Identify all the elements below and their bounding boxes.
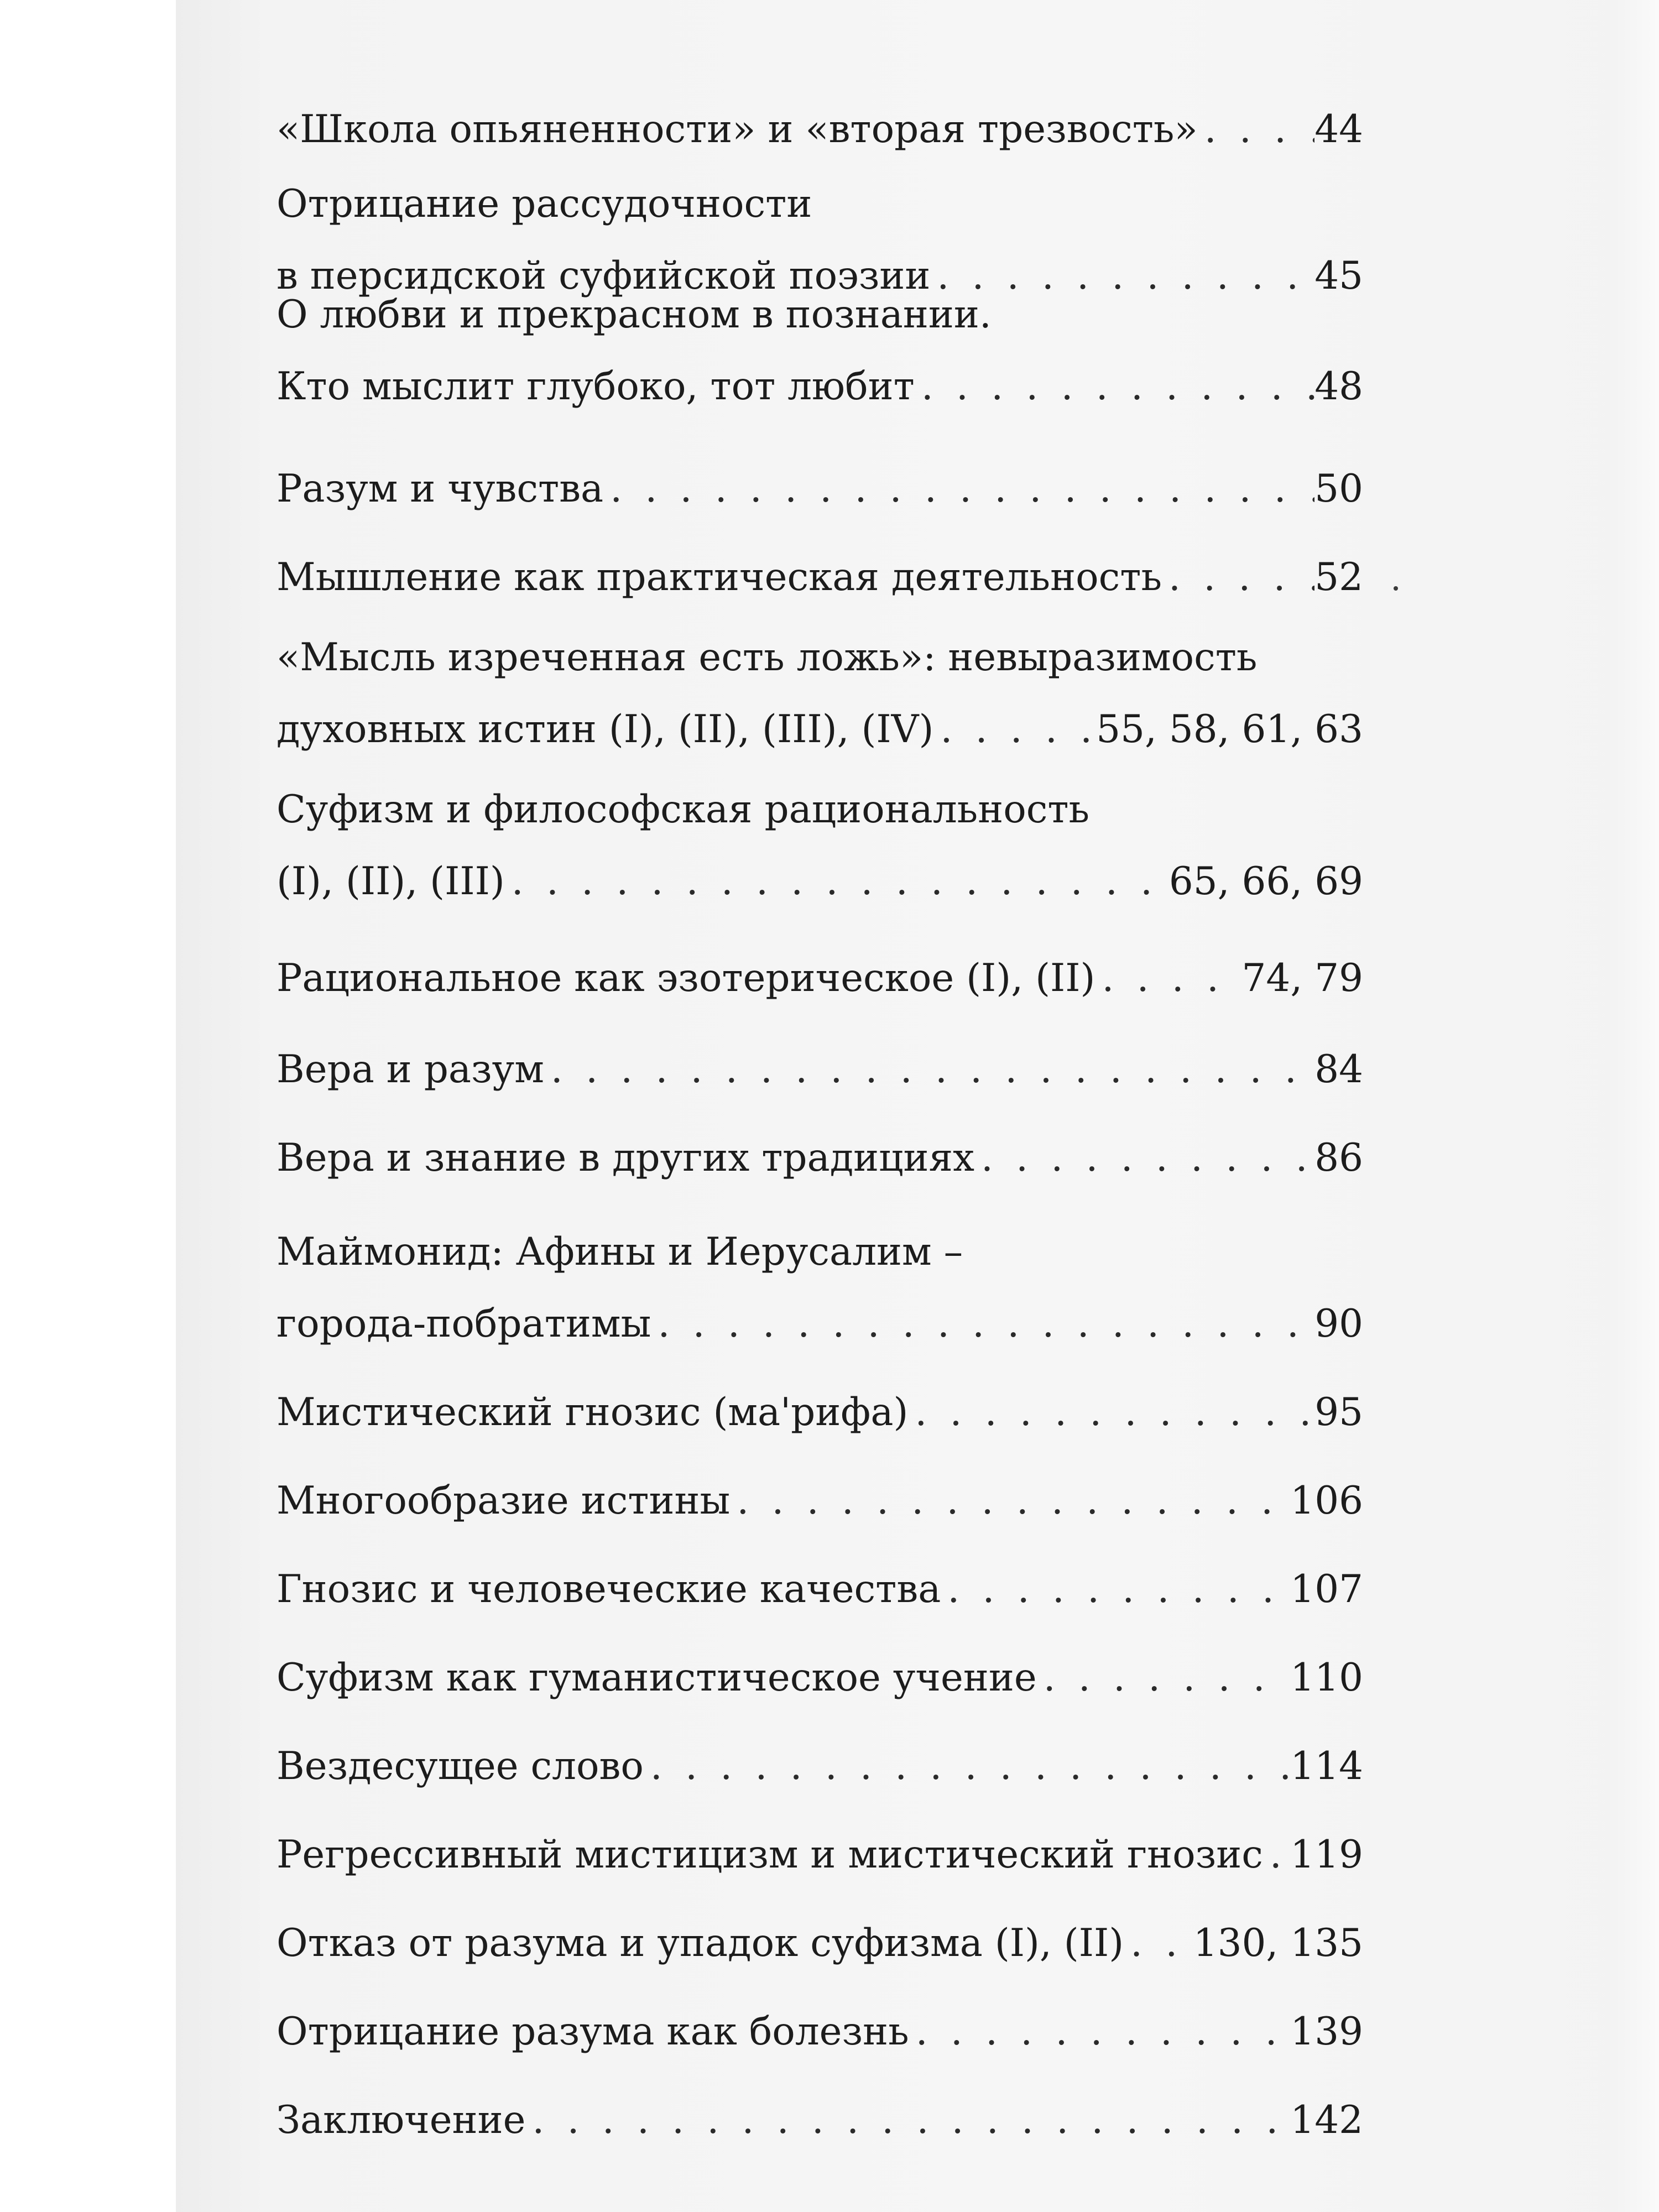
outer-background [0, 0, 176, 2212]
toc-entry-row [276, 859, 1363, 918]
toc-entry-row [276, 1136, 1363, 1194]
toc-entry-page-number: 90 [1314, 1302, 1363, 1346]
stray-print-dot [1394, 586, 1398, 591]
toc-entry-row [276, 2010, 1363, 2068]
dot-leader [909, 2013, 1291, 2051]
toc-entry-page-number: 114 [1290, 1744, 1363, 1788]
toc-entry-title: Вера и разум [276, 1047, 544, 1092]
toc-entry-page-number: 48 [1314, 364, 1363, 409]
dot-leader [1095, 959, 1241, 998]
dot-leader [908, 1394, 1314, 1432]
toc-entry-title: Регрессивный мистицизм и мистический гнозис [276, 1833, 1263, 1877]
toc-entry-row [276, 1833, 1363, 1891]
toc-entry-title: Заключение [276, 2098, 526, 2142]
toc-entry-row [276, 1744, 1363, 1803]
toc-entry-title: Многообразие истины [276, 1479, 731, 1523]
toc-entry-title: Суфизм как гуманистическое учение [276, 1656, 1037, 1700]
page-edge-shadow [1615, 0, 1659, 2212]
toc-entry-title: Мышление как практическая деятельность [276, 555, 1162, 599]
dot-leader [1198, 111, 1314, 149]
toc-entry-page-number: 119 [1290, 1833, 1363, 1877]
toc-entry-page-number: 107 [1290, 1567, 1363, 1611]
toc-entry-row [276, 467, 1363, 525]
dot-leader [915, 368, 1314, 406]
toc-entry-page-number: 44 [1314, 107, 1363, 152]
toc-entry-page-number: 95 [1314, 1390, 1363, 1434]
toc-entry-title: Мистический гнозис (ма'рифа) [276, 1390, 909, 1434]
toc-entry-title-line1: Маймонид: Афины и Иерусалим – [276, 1230, 963, 1274]
toc-entry-title: Вера и знание в других традициях [276, 1136, 974, 1180]
toc-entry-row [276, 1479, 1363, 1537]
toc-entry-page-number: 52 [1314, 555, 1363, 599]
toc-entry-title: Отрицание разума как болезнь [276, 2010, 909, 2054]
toc-entry-row [276, 107, 1363, 166]
toc-entry-page-number: 45 [1314, 254, 1363, 298]
dot-leader [974, 1139, 1314, 1177]
toc-entry-title: (I), (II), (III) [276, 859, 505, 904]
toc-entry-page-number: 110 [1290, 1656, 1363, 1700]
toc-entry-title-line1: «Мысль изреченная есть ложь»: невыразимость [276, 635, 1258, 680]
toc-entry-row [276, 1047, 1363, 1106]
dot-leader [1124, 1924, 1193, 1963]
toc-entry-page-number: 142 [1290, 2098, 1363, 2142]
toc-entry-title: Отказ от разума и упадок суфизма (I), (II) [276, 1921, 1124, 1965]
toc-entry-title-line1: Суфизм и философская рациональность [276, 787, 1090, 832]
toc-entry-title: в персидской суфийской поэзии [276, 254, 931, 298]
toc-entry-page-number: 74, 79 [1241, 956, 1363, 1000]
dot-leader [603, 470, 1314, 508]
toc-entry-row [276, 555, 1363, 614]
toc-entry-page-number: 139 [1290, 2010, 1363, 2054]
dot-leader [505, 863, 1169, 901]
dot-leader [544, 1051, 1314, 1089]
toc-entry-title: Разум и чувства [276, 467, 604, 511]
toc-entry-page-number: 50 [1314, 467, 1363, 511]
dot-leader [941, 1571, 1290, 1609]
toc-entry-row [276, 1567, 1363, 1626]
toc-entry-title: «Школа опьяненности» и «вторая трезвость» [276, 107, 1198, 152]
dot-leader [1037, 1659, 1291, 1697]
toc-entry-row [276, 1390, 1363, 1449]
toc-entry-row [276, 956, 1363, 1015]
toc-entry-page-number: 84 [1314, 1047, 1363, 1092]
toc-entry-title: Вездесущее слово [276, 1744, 644, 1788]
toc-entry-page-number: 86 [1314, 1136, 1363, 1180]
dot-leader [933, 711, 1096, 749]
dot-leader [730, 1482, 1290, 1520]
toc-entry-page-number: 106 [1290, 1479, 1363, 1523]
toc-entry-row [276, 1302, 1363, 1360]
toc-entry-title-line1: О любви и прекрасном в познании. [276, 293, 992, 337]
toc-entry-title: Кто мыслит глубоко, тот любит [276, 364, 915, 409]
dot-leader [1162, 559, 1314, 597]
toc-entry-row [276, 1656, 1363, 1714]
toc-entry-title: Гнозис и человеческие качества [276, 1567, 941, 1611]
toc-entry-row [276, 2098, 1363, 2157]
toc-entry-title-line1: Отрицание рассудочности [276, 182, 812, 226]
toc-entry-title: духовных истин (I), (II), (III), (IV) [276, 707, 934, 752]
toc-entry-title: Рациональное как эзотерическое (I), (II) [276, 956, 1095, 1000]
dot-leader [1263, 1836, 1290, 1874]
toc-entry-page-number: 130, 135 [1193, 1921, 1363, 1965]
dot-leader [644, 1747, 1290, 1786]
toc-entry-title: города-побратимы [276, 1302, 651, 1346]
toc-entry-page-number: 55, 58, 61, 63 [1096, 707, 1363, 752]
dot-leader [930, 257, 1314, 295]
toc-entry-page-number: 65, 66, 69 [1168, 859, 1363, 904]
toc-entry-row [276, 364, 1363, 423]
dot-leader [525, 2101, 1290, 2140]
toc-entry-row [276, 707, 1363, 766]
dot-leader [651, 1305, 1314, 1343]
toc-entry-row [276, 1921, 1363, 1980]
